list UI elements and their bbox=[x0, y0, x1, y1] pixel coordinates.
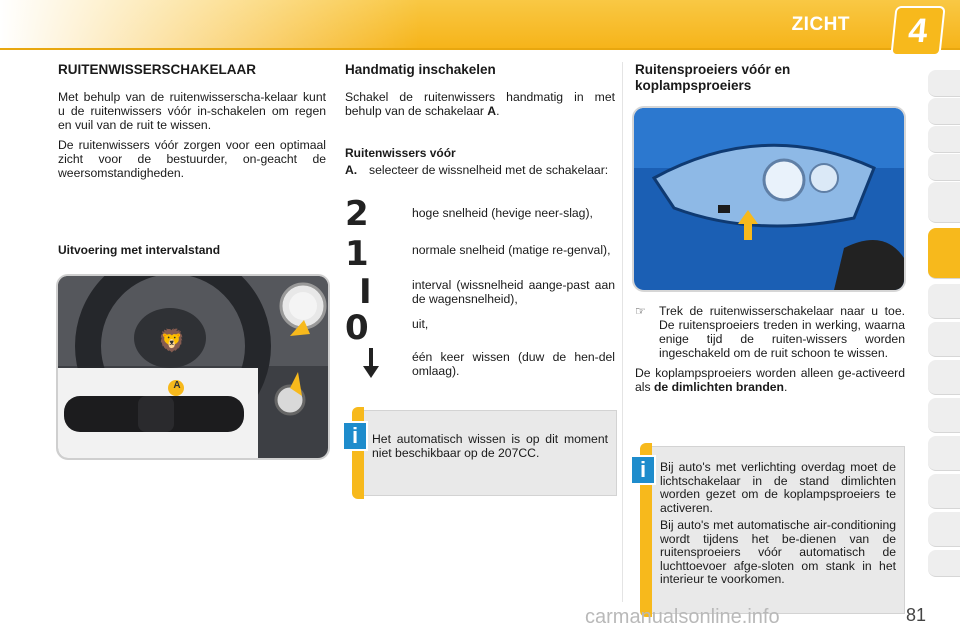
info-washers-text-2: Bij auto's met automatische air-conditioning wordt tijdens het be-dienen van de ruitensproeiers vóór automatisch de luchttoevoer afge-sloten om stank in het interieur te voorkomen. bbox=[660, 518, 896, 586]
side-tab-12[interactable] bbox=[928, 474, 960, 509]
section-title-washers: Ruitensproeiers vóór en koplampsproeiers bbox=[635, 62, 791, 93]
side-tab-4[interactable] bbox=[928, 154, 960, 181]
side-tab-14[interactable] bbox=[928, 550, 960, 577]
step-a bbox=[345, 163, 615, 177]
header-underline bbox=[0, 48, 960, 50]
chapter-number-badge: 4 bbox=[890, 6, 945, 56]
info-washers-text-1: Bij auto's met verlichting overdag moet de lichtschakelaar in de stand dimlichten worden gezet om de koplampsproeiers te activeren. bbox=[660, 460, 896, 515]
headlamp-washer-note bbox=[635, 366, 905, 394]
info-box-automatic bbox=[351, 410, 617, 496]
speed-glyph-interval: I bbox=[359, 272, 372, 312]
watermark: carmanualsonline.info bbox=[585, 606, 780, 628]
step-a-letter: A. bbox=[345, 163, 358, 177]
header-fade bbox=[0, 0, 420, 48]
info-icon: i bbox=[342, 421, 368, 451]
side-tab-11[interactable] bbox=[928, 436, 960, 471]
headlamp-photo bbox=[632, 106, 906, 292]
side-tab-5[interactable] bbox=[928, 182, 960, 223]
chapter-title: ZICHT bbox=[791, 14, 850, 35]
side-tab-3[interactable] bbox=[928, 126, 960, 153]
page-number: 81 bbox=[906, 605, 927, 625]
manual-intro bbox=[345, 90, 615, 118]
speed-row-2 bbox=[345, 194, 615, 240]
speed-text-single: één keer wissen (duw de hen-del omlaag). bbox=[412, 350, 615, 378]
manual-intro-text: Schakel de ruitenwissers handmatig in met behulp van de schakelaar bbox=[345, 90, 615, 118]
speed-row-single bbox=[345, 348, 615, 388]
pointing-hand-icon: ☞ bbox=[635, 304, 646, 318]
interval-subtitle: Uitvoering met intervalstand bbox=[58, 243, 221, 257]
washer-instructions bbox=[635, 304, 905, 400]
left-paragraph-2: De ruitenwissers vóór zorgen voor een optimaal zicht voor de bestuurder, on-geacht de weersomstandigheden. bbox=[58, 138, 326, 180]
speed-glyph-1: 1 bbox=[345, 234, 369, 274]
side-tab-2[interactable] bbox=[928, 98, 960, 125]
speed-text-1: normale snelheid (matige re-genval), bbox=[412, 243, 611, 257]
speed-row-0 bbox=[345, 308, 615, 352]
speed-glyph-0: 0 bbox=[345, 308, 369, 348]
section-title-manual: Handmatig inschakelen bbox=[345, 62, 496, 77]
headlamp-illustration bbox=[634, 108, 904, 290]
section-title-wiper-switch: RUITENWISSERSCHAKELAAR bbox=[58, 62, 257, 77]
step-a-text: selecteer de wissnelheid met de schakelaar: bbox=[369, 163, 609, 177]
right-column bbox=[635, 62, 905, 94]
wiper-stalk-illustration bbox=[58, 276, 328, 458]
speed-glyph-2: 2 bbox=[345, 194, 369, 234]
washer-bullet-text: Trek de ruitenwisserschakelaar naar u toe. De ruitensproeiers treden in werking, waarna enige tijd de ruiten-wissers worden ingeschakeld om de ruit schoon te wissen. bbox=[659, 304, 905, 360]
switch-label-a: A bbox=[173, 380, 181, 391]
side-tab-zicht-active[interactable] bbox=[928, 228, 960, 279]
side-tab-1[interactable] bbox=[928, 70, 960, 97]
speed-text-0: uit, bbox=[412, 317, 429, 331]
svg-text:🦁: 🦁 bbox=[158, 329, 186, 354]
side-tab-9[interactable] bbox=[928, 360, 960, 395]
front-wipers-subtitle: Ruitenwissers vóór bbox=[345, 146, 456, 160]
speed-text-interval: interval (wissnelheid aange-past aan de wagensnelheid), bbox=[412, 278, 615, 306]
headlamp-note-end: . bbox=[784, 380, 788, 394]
left-paragraph-1: Met behulp van de ruitenwisserscha-kelaar kunt u de ruitenwissers vóór in-schakelen om regen en vuil van de ruit te wissen. bbox=[58, 90, 326, 132]
side-tab-13[interactable] bbox=[928, 512, 960, 547]
headlamp-note-bold: de dimlichten branden bbox=[653, 380, 784, 394]
side-tab-10[interactable] bbox=[928, 398, 960, 433]
speed-row-interval bbox=[345, 272, 615, 316]
side-tab-7[interactable] bbox=[928, 284, 960, 319]
middle-column bbox=[345, 62, 615, 124]
column-separator bbox=[622, 62, 623, 602]
speed-text-2: hoge snelheid (hevige neer-slag), bbox=[412, 206, 593, 220]
info-icon-2: i bbox=[630, 455, 656, 485]
manual-intro-switch: A bbox=[487, 104, 497, 118]
left-column bbox=[58, 62, 326, 186]
info-box-washers bbox=[639, 446, 905, 614]
speed-row-1 bbox=[345, 234, 615, 280]
manual-intro-end: . bbox=[496, 104, 500, 118]
info-automatic-text: Het automatisch wissen is op dit moment niet beschikbaar op de 207CC. bbox=[372, 432, 608, 460]
wiper-stalk-photo bbox=[56, 274, 330, 460]
side-tab-8[interactable] bbox=[928, 322, 960, 357]
headlamp-note-text: De koplampsproeiers worden alleen ge-activeerd als bbox=[635, 366, 905, 394]
arrow-down-icon bbox=[361, 348, 381, 380]
